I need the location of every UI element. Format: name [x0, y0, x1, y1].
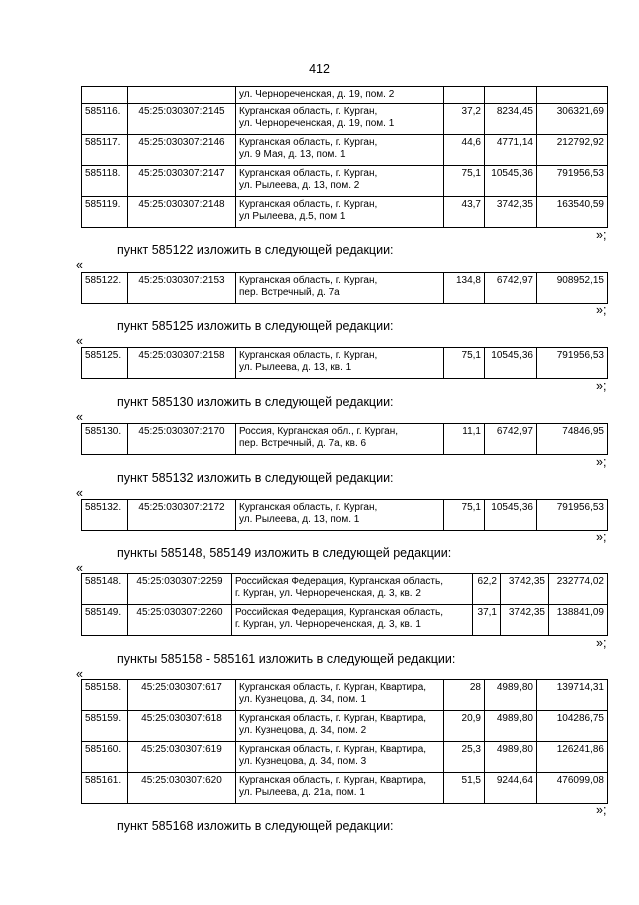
- amendment-paragraph: пункт 585168 изложить в следующей редакции:: [117, 819, 394, 833]
- cell-cadastral: 45:25:030307:2145: [128, 104, 236, 135]
- registry-table-7: [81, 679, 608, 804]
- cell-num: 585149.: [82, 605, 128, 636]
- cell-total: 212792,92: [537, 135, 608, 166]
- opening-quote: «: [76, 410, 83, 424]
- cell-total: 791956,53: [537, 348, 608, 379]
- cell-address: Курганская область, г. Курган, ул. 9 Мая, д. 13, пом. 1: [236, 135, 444, 166]
- cell-price: 3742,35: [501, 574, 549, 605]
- cell-price: 6742,97: [485, 273, 537, 304]
- registry-table-1: [81, 86, 608, 228]
- table-row: [82, 711, 608, 742]
- table-row: [82, 424, 608, 455]
- opening-quote: «: [76, 667, 83, 681]
- cell-total: 104286,75: [537, 711, 608, 742]
- amendment-paragraph: пункты 585158 - 585161 изложить в следующей редакции:: [117, 652, 456, 666]
- cell-cadastral: 45:25:030307:617: [128, 680, 236, 711]
- cell-cadastral: 45:25:030307:2148: [128, 197, 236, 228]
- closing-quote: »;: [596, 228, 607, 242]
- table-row: [82, 605, 608, 636]
- table-row: [82, 273, 608, 304]
- page-number: 412: [309, 62, 330, 76]
- cell-num: 585119.: [82, 197, 128, 228]
- registry-table-2: [81, 272, 608, 304]
- cell-area: 20,9: [444, 711, 485, 742]
- cell-price: 6742,97: [485, 424, 537, 455]
- table-row: [82, 166, 608, 197]
- cell-area: 75,1: [444, 166, 485, 197]
- cell-price: 4989,80: [485, 711, 537, 742]
- cell-area: 28: [444, 680, 485, 711]
- table-row: [82, 574, 608, 605]
- closing-quote: »;: [596, 455, 607, 469]
- cell-cadastral: 45:25:030307:2146: [128, 135, 236, 166]
- cell-address: Россия, Курганская обл., г. Курган, пер. Встречный, д. 7а, кв. 6: [236, 424, 444, 455]
- table-row: [82, 500, 608, 531]
- cell-area: 11,1: [444, 424, 485, 455]
- cell-price: 10545,36: [485, 348, 537, 379]
- cell-area: 134,8: [444, 273, 485, 304]
- opening-quote: «: [76, 561, 83, 575]
- amendment-paragraph: пункт 585132 изложить в следующей редакции:: [117, 471, 394, 485]
- registry-table-4: [81, 423, 608, 455]
- cell-price: 10545,36: [485, 166, 537, 197]
- cell-total: [537, 87, 608, 104]
- cell-area: 44,6: [444, 135, 485, 166]
- cell-price: 4989,80: [485, 742, 537, 773]
- table-row: [82, 104, 608, 135]
- cell-total: 138841,09: [549, 605, 608, 636]
- cell-num: 585118.: [82, 166, 128, 197]
- cell-total: 163540,59: [537, 197, 608, 228]
- cell-price: 9244,64: [485, 773, 537, 804]
- table-row: [82, 135, 608, 166]
- cell-num: 585122.: [82, 273, 128, 304]
- cell-price: 3742,35: [501, 605, 549, 636]
- cell-cadastral: 45:25:030307:2172: [128, 500, 236, 531]
- amendment-paragraph: пункты 585148, 585149 изложить в следующей редакции:: [117, 546, 452, 560]
- table-row: [82, 773, 608, 804]
- opening-quote: «: [76, 258, 83, 272]
- cell-cadastral: 45:25:030307:619: [128, 742, 236, 773]
- closing-quote: »;: [596, 636, 607, 650]
- cell-area: 75,1: [444, 348, 485, 379]
- cell-total: 306321,69: [537, 104, 608, 135]
- cell-num: 585161.: [82, 773, 128, 804]
- cell-total: 74846,95: [537, 424, 608, 455]
- amendment-paragraph: пункт 585125 изложить в следующей редакции:: [117, 319, 394, 333]
- cell-cadastral: 45:25:030307:2170: [128, 424, 236, 455]
- amendment-paragraph: пункт 585130 изложить в следующей редакции:: [117, 395, 394, 409]
- cell-area: 37,1: [473, 605, 501, 636]
- closing-quote: »;: [596, 379, 607, 393]
- cell-address: Российская Федерация, Курганская область, г. Курган, ул. Черноречeнская, д. 3, кв. 2: [232, 574, 473, 605]
- cell-address: ул. Черноречeнская, д. 19, пом. 2: [236, 87, 444, 104]
- cell-num: 585148.: [82, 574, 128, 605]
- cell-address: Курганская область, г. Курган, Квартира, ул. Кузнецова, д. 34, пом. 2: [236, 711, 444, 742]
- cell-cadastral: 45:25:030307:2147: [128, 166, 236, 197]
- registry-table-3: [81, 347, 608, 379]
- cell-price: 10545,36: [485, 500, 537, 531]
- cell-cadastral: 45:25:030307:2260: [128, 605, 232, 636]
- cell-cadastral: 45:25:030307:620: [128, 773, 236, 804]
- cell-address: Курганская область, г. Курган, пер. Встречный, д. 7а: [236, 273, 444, 304]
- cell-cadastral: 45:25:030307:618: [128, 711, 236, 742]
- table-row: [82, 197, 608, 228]
- opening-quote: «: [76, 334, 83, 348]
- cell-address: Российская Федерация, Курганская область, г. Курган, ул. Черноречeнская, д. 3, кв. 1: [232, 605, 473, 636]
- cell-address: Курганская область, г. Курган, ул. Рылеева, д. 13, пом. 1: [236, 500, 444, 531]
- cell-num: [82, 87, 128, 104]
- cell-area: 51,5: [444, 773, 485, 804]
- cell-total: 476099,08: [537, 773, 608, 804]
- registry-table-5: [81, 499, 608, 531]
- cell-total: 139714,31: [537, 680, 608, 711]
- cell-area: 43,7: [444, 197, 485, 228]
- cell-cadastral: [128, 87, 236, 104]
- cell-area: 25,3: [444, 742, 485, 773]
- table-row: [82, 742, 608, 773]
- cell-address: Курганская область, г. Курган, Квартира, ул. Кузнецова, д. 34, пом. 3: [236, 742, 444, 773]
- cell-price: [485, 87, 537, 104]
- registry-table-6: [81, 573, 608, 636]
- cell-address: Курганская область, г. Курган, ул. Рылеева, д. 13, пом. 2: [236, 166, 444, 197]
- cell-num: 585116.: [82, 104, 128, 135]
- cell-num: 585158.: [82, 680, 128, 711]
- cell-price: 4771,14: [485, 135, 537, 166]
- cell-price: 3742,35: [485, 197, 537, 228]
- opening-quote: «: [76, 486, 83, 500]
- cell-address: Курганская область, г. Курган, ул Рылеева, д.5, пом 1: [236, 197, 444, 228]
- cell-num: 585130.: [82, 424, 128, 455]
- cell-cadastral: 45:25:030307:2153: [128, 273, 236, 304]
- cell-area: [444, 87, 485, 104]
- cell-area: 75,1: [444, 500, 485, 531]
- closing-quote: »;: [596, 803, 607, 817]
- cell-total: 791956,53: [537, 166, 608, 197]
- cell-total: 791956,53: [537, 500, 608, 531]
- table-row: [82, 348, 608, 379]
- table-row: [82, 680, 608, 711]
- cell-cadastral: 45:25:030307:2259: [128, 574, 232, 605]
- closing-quote: »;: [596, 530, 607, 544]
- cell-area: 37,2: [444, 104, 485, 135]
- cell-num: 585132.: [82, 500, 128, 531]
- cell-cadastral: 45:25:030307:2158: [128, 348, 236, 379]
- cell-num: 585117.: [82, 135, 128, 166]
- table-row: [82, 87, 608, 104]
- cell-price: 4989,80: [485, 680, 537, 711]
- cell-address: Курганская область, г. Курган, Квартира, ул. Кузнецова, д. 34, пом. 1: [236, 680, 444, 711]
- cell-address: Курганская область, г. Курган, ул. Рылеева, д. 13, кв. 1: [236, 348, 444, 379]
- cell-num: 585159.: [82, 711, 128, 742]
- cell-price: 8234,45: [485, 104, 537, 135]
- cell-total: 232774,02: [549, 574, 608, 605]
- cell-num: 585160.: [82, 742, 128, 773]
- cell-address: Курганская область, г. Курган, Квартира, ул. Рылеева, д. 21а, пом. 1: [236, 773, 444, 804]
- cell-address: Курганская область, г. Курган, ул. Черноречeнская, д. 19, пом. 1: [236, 104, 444, 135]
- cell-total: 908952,15: [537, 273, 608, 304]
- closing-quote: »;: [596, 303, 607, 317]
- cell-num: 585125.: [82, 348, 128, 379]
- cell-area: 62,2: [473, 574, 501, 605]
- cell-total: 126241,86: [537, 742, 608, 773]
- amendment-paragraph: пункт 585122 изложить в следующей редакции:: [117, 243, 394, 257]
